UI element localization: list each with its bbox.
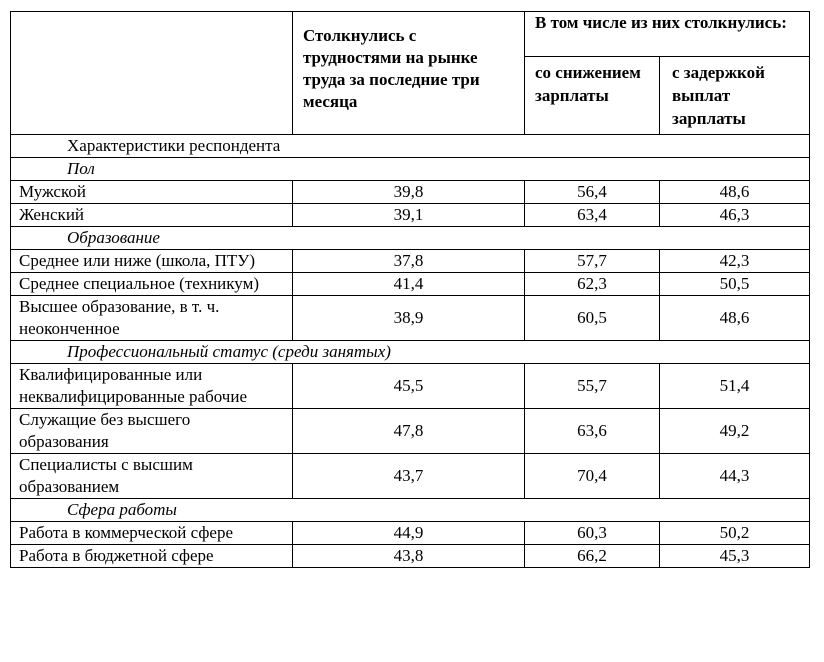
cell-cut: 60,3 <box>525 522 660 545</box>
table-row <box>11 454 810 499</box>
cell-cut: 57,7 <box>525 250 660 273</box>
cell-total: 37,8 <box>293 250 525 273</box>
cell-total: 44,9 <box>293 522 525 545</box>
group-title: Сфера работы <box>11 499 810 522</box>
cell-delay: 50,2 <box>660 522 810 545</box>
section-title: Характеристики респондента <box>11 135 810 158</box>
row-label: Высшее образование, в т. ч. неоконченное <box>11 296 293 341</box>
table-row <box>11 181 810 204</box>
row-label: Работа в коммерческой сфере <box>11 522 293 545</box>
cell-total: 39,1 <box>293 204 525 227</box>
header-total: Столкнулись с трудностями на рынке труда за последние три месяца <box>293 12 525 135</box>
cell-delay: 49,2 <box>660 409 810 454</box>
cell-cut: 62,3 <box>525 273 660 296</box>
group-title: Профессиональный статус (среди занятых) <box>11 341 810 364</box>
table-row <box>11 296 810 341</box>
cell-cut: 66,2 <box>525 545 660 568</box>
row-label: Квалифицированные или неквалифицированные рабочие <box>11 364 293 409</box>
group-title: Образование <box>11 227 810 250</box>
cell-total: 41,4 <box>293 273 525 296</box>
cell-delay: 51,4 <box>660 364 810 409</box>
row-label: Работа в бюджетной сфере <box>11 545 293 568</box>
row-label: Мужской <box>11 181 293 204</box>
table-row <box>11 545 810 568</box>
header-group: В том числе из них столкнулись: <box>525 12 810 57</box>
header-corner-cell <box>11 12 293 135</box>
table-row <box>11 364 810 409</box>
row-label: Среднее специальное (техникум) <box>11 273 293 296</box>
cell-cut: 63,6 <box>525 409 660 454</box>
statistics-table <box>10 11 810 568</box>
cell-delay: 46,3 <box>660 204 810 227</box>
cell-delay: 48,6 <box>660 296 810 341</box>
table-row <box>11 204 810 227</box>
row-label: Специалисты с высшим образованием <box>11 454 293 499</box>
row-label: Среднее или ниже (школа, ПТУ) <box>11 250 293 273</box>
cell-total: 43,7 <box>293 454 525 499</box>
cell-delay: 45,3 <box>660 545 810 568</box>
table-row <box>11 250 810 273</box>
cell-cut: 70,4 <box>525 454 660 499</box>
table-row <box>11 409 810 454</box>
group-title: Пол <box>11 158 810 181</box>
cell-total: 43,8 <box>293 545 525 568</box>
header-salary-delay: с задержкой выплат зарплаты <box>660 57 810 135</box>
cell-delay: 44,3 <box>660 454 810 499</box>
table-row <box>11 273 810 296</box>
header-salary-cut: со снижением зарплаты <box>525 57 660 135</box>
cell-total: 38,9 <box>293 296 525 341</box>
cell-cut: 60,5 <box>525 296 660 341</box>
cell-cut: 55,7 <box>525 364 660 409</box>
row-label: Служащие без высшего образования <box>11 409 293 454</box>
cell-total: 39,8 <box>293 181 525 204</box>
cell-delay: 42,3 <box>660 250 810 273</box>
cell-cut: 56,4 <box>525 181 660 204</box>
cell-cut: 63,4 <box>525 204 660 227</box>
cell-total: 45,5 <box>293 364 525 409</box>
cell-delay: 50,5 <box>660 273 810 296</box>
cell-total: 47,8 <box>293 409 525 454</box>
row-label: Женский <box>11 204 293 227</box>
cell-delay: 48,6 <box>660 181 810 204</box>
table-row <box>11 522 810 545</box>
